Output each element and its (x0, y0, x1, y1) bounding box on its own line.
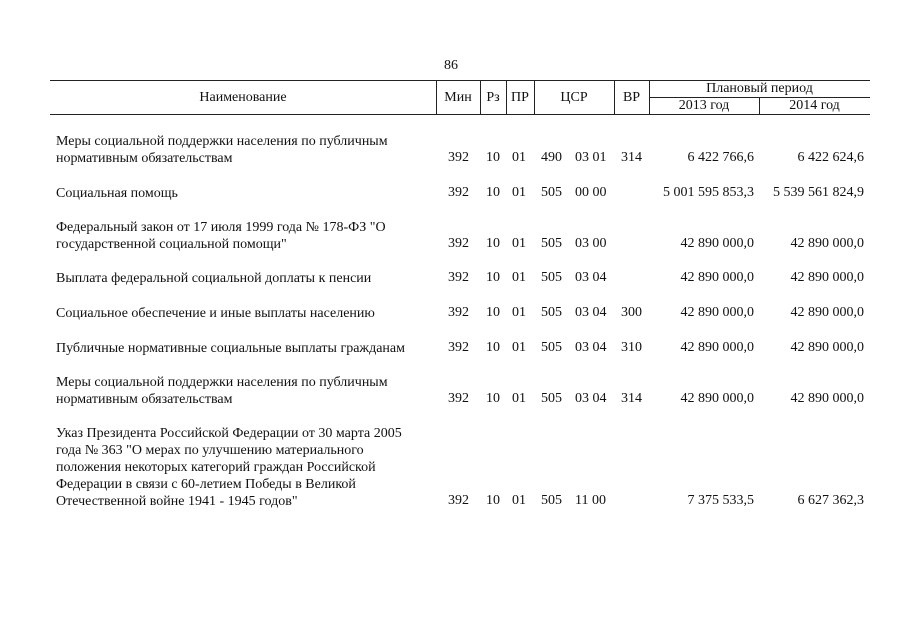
row-name: Федеральный закон от 17 июля 1999 года № 178-ФЗ "О государственной социальной помощи" (56, 220, 386, 252)
header-min: Мин (444, 90, 472, 105)
row-csr-program: 505 (541, 185, 562, 200)
row-amount-2014: 42 890 000,0 (790, 305, 864, 320)
row-name: Меры социальной поддержки населения по публичным нормативным обязательствам (56, 134, 388, 166)
row-pr: 01 (512, 391, 526, 406)
row-csr-code: 03 04 (575, 340, 607, 355)
row-csr-code: 00 00 (575, 185, 607, 200)
table-row (0, 133, 905, 167)
row-csr-code: 03 00 (575, 236, 607, 251)
table-row (0, 219, 905, 253)
table-row (0, 374, 905, 408)
row-min: 392 (448, 493, 469, 508)
row-pr: 01 (512, 340, 526, 355)
page-number: 86 (444, 58, 458, 73)
row-amount-2013: 42 890 000,0 (680, 236, 754, 251)
row-name: Выплата федеральной социальной доплаты к пенсии (56, 271, 372, 286)
row-amount-2013: 7 375 533,5 (687, 493, 754, 508)
row-amount-2013: 6 422 766,6 (687, 150, 754, 165)
row-rz: 10 (486, 305, 500, 320)
row-rz: 10 (486, 391, 500, 406)
row-csr-code: 03 04 (575, 391, 607, 406)
row-csr-program: 505 (541, 305, 562, 320)
row-csr-code: 03 01 (575, 150, 607, 165)
row-amount-2013: 5 001 595 853,3 (663, 185, 754, 200)
row-rz: 10 (486, 270, 500, 285)
row-pr: 01 (512, 236, 526, 251)
header-name: Наименование (199, 90, 287, 105)
row-amount-2014: 6 422 624,6 (797, 150, 864, 165)
header-planned-period: Плановый период (706, 81, 813, 96)
table-row (0, 185, 905, 202)
row-name: Меры социальной поддержки населения по публичным нормативным обязательствам (56, 375, 388, 407)
row-amount-2013: 42 890 000,0 (680, 391, 754, 406)
header-vr: ВР (622, 90, 641, 105)
row-min: 392 (448, 391, 469, 406)
row-vr: 314 (621, 391, 642, 406)
header-year-2014: 2014 год (789, 98, 840, 113)
row-pr: 01 (512, 493, 526, 508)
row-name: Социальная помощь (56, 186, 178, 201)
row-rz: 10 (486, 493, 500, 508)
row-pr: 01 (512, 185, 526, 200)
row-csr-program: 490 (541, 150, 562, 165)
row-csr-code: 11 00 (575, 493, 606, 508)
row-pr: 01 (512, 270, 526, 285)
row-min: 392 (448, 150, 469, 165)
header-rz: Рз (486, 90, 500, 105)
table-row (0, 305, 905, 322)
row-amount-2014: 42 890 000,0 (790, 340, 864, 355)
row-csr-program: 505 (541, 270, 562, 285)
table-header (50, 80, 870, 115)
row-rz: 10 (486, 185, 500, 200)
row-min: 392 (448, 236, 469, 251)
table-row (0, 340, 905, 357)
row-csr-code: 03 04 (575, 305, 607, 320)
row-rz: 10 (486, 150, 500, 165)
row-csr-program: 505 (541, 493, 562, 508)
row-pr: 01 (512, 305, 526, 320)
row-min: 392 (448, 185, 469, 200)
row-min: 392 (448, 270, 469, 285)
row-name: Указ Президента Российской Федерации от 30 марта 2005 года № 363 "О мерах по улучшению материального положения некоторых категорий граждан Российской Федерации в связи с 60-летием Победы в Великой Отечественной войне 1941 - 1945 годов" (56, 426, 402, 509)
row-csr-program: 505 (541, 391, 562, 406)
row-amount-2014: 42 890 000,0 (790, 270, 864, 285)
table-row (0, 425, 905, 510)
row-name: Социальное обеспечение и иные выплаты населению (56, 306, 375, 321)
row-vr: 300 (621, 305, 642, 320)
row-vr: 310 (621, 340, 642, 355)
header-year-2013: 2013 год (678, 98, 730, 113)
row-vr: 314 (621, 150, 642, 165)
row-amount-2014: 5 539 561 824,9 (773, 185, 864, 200)
row-min: 392 (448, 340, 469, 355)
row-amount-2013: 42 890 000,0 (680, 270, 754, 285)
row-amount-2014: 42 890 000,0 (790, 391, 864, 406)
row-rz: 10 (486, 236, 500, 251)
header-pr: ПР (511, 90, 529, 105)
row-csr-program: 505 (541, 236, 562, 251)
row-rz: 10 (486, 340, 500, 355)
row-csr-program: 505 (541, 340, 562, 355)
row-amount-2014: 6 627 362,3 (797, 493, 864, 508)
row-min: 392 (448, 305, 469, 320)
header-csr: ЦСР (560, 90, 588, 105)
row-amount-2014: 42 890 000,0 (790, 236, 864, 251)
row-amount-2013: 42 890 000,0 (680, 340, 754, 355)
row-name: Публичные нормативные социальные выплаты гражданам (56, 341, 405, 356)
row-csr-code: 03 04 (575, 270, 607, 285)
row-amount-2013: 42 890 000,0 (680, 305, 754, 320)
table-row (0, 270, 905, 287)
row-pr: 01 (512, 150, 526, 165)
